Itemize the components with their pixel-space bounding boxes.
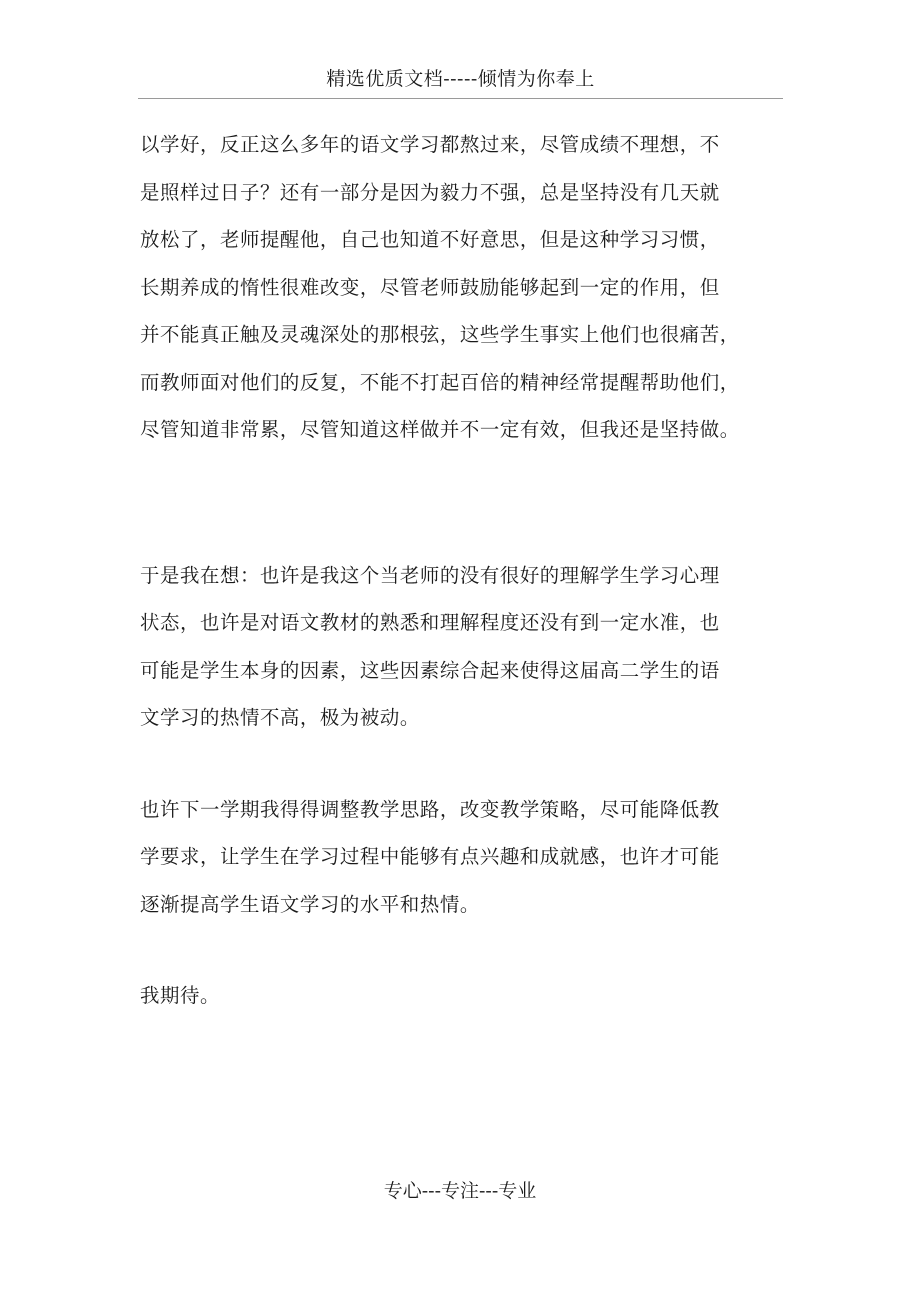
paragraph-line: 尽管知道非常累，尽管知道这样做并不一定有效，但我还是坚持做。 xyxy=(140,418,740,441)
paragraph-2 xyxy=(140,552,780,742)
paragraph-spacer xyxy=(140,928,780,972)
paragraph-spacer xyxy=(140,454,780,503)
paragraph-line: 可能是学生本身的因素，这些因素综合起来使得这届高二学生的语 xyxy=(140,658,720,682)
paragraph-line: 我期待。 xyxy=(140,984,220,1007)
paragraph-line: 以学好，反正这么多年的语文学习都熬过来，尽管成绩不理想，不 xyxy=(140,133,720,156)
paragraph-line: 并不能真正触及灵魂深处的那根弦，这些学生事实上他们也很痛苦， xyxy=(140,323,740,346)
page-header xyxy=(138,60,783,99)
paragraph-line: 是照样过日子？还有一部分是因为毅力不强，总是坚持没有几天就 xyxy=(140,180,720,204)
paragraph-line: 也许下一学期我得得调整教学思路，改变教学策略，尽可能降低教 xyxy=(140,797,720,821)
paragraph-spacer xyxy=(140,503,780,552)
paragraph-line: 于是我在想：也许是我这个当老师的没有很好的理解学生学习心理 xyxy=(140,563,720,587)
document-body xyxy=(140,121,780,1020)
paragraph-4 xyxy=(140,972,780,1020)
footer-text: 专心---专注---专业 xyxy=(383,1180,537,1202)
paragraph-spacer xyxy=(140,742,780,786)
paragraph-line: 放松了，老师提醒他，自己也知道不好意思，但是这种学习习惯， xyxy=(140,228,720,251)
paragraph-line: 长期养成的惰性很难改变，尽管老师鼓励能够起到一定的作用，但 xyxy=(140,275,720,299)
paragraph-line: 状态，也许是对语文教材的熟悉和理解程度还没有到一定水准，也 xyxy=(140,611,720,634)
paragraph-line: 文学习的热情不高，极为被动。 xyxy=(140,706,420,729)
header-title: 精选优质文档-----倾情为你奉上 xyxy=(326,68,595,90)
paragraph-line: 学要求，让学生在学习过程中能够有点兴趣和成就感，也许才可能 xyxy=(140,845,720,868)
page-footer xyxy=(0,1176,920,1206)
paragraph-line: 而教师面对他们的反复，不能不打起百倍的精神经常提醒帮助他们， xyxy=(140,370,740,394)
paragraph-1 xyxy=(140,121,780,454)
paragraph-3 xyxy=(140,786,780,929)
paragraph-line: 逐渐提高学生语文学习的水平和热情。 xyxy=(140,892,480,916)
